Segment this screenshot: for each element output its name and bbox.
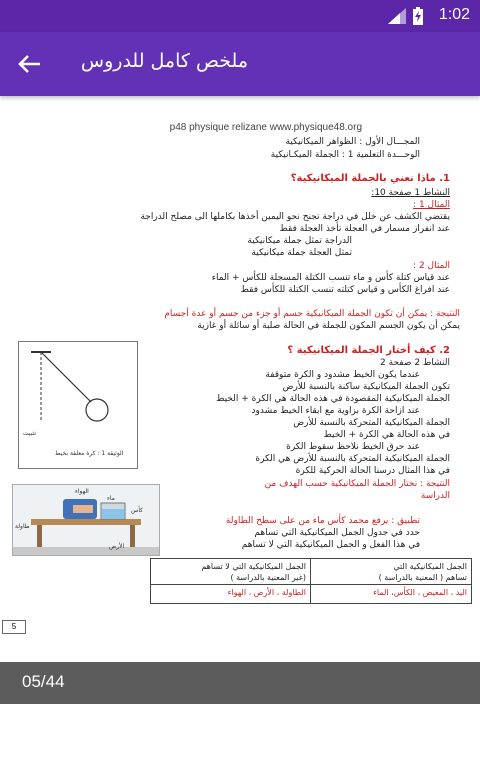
example-1-line-2: عند انفراز مسمار في العجلة تأخذ العجلة فقط (279, 224, 450, 234)
application-line-3: في هذا الفعل و الجمل الميكانيكية التي لا تساهم (241, 540, 420, 550)
label-cup: كأس (131, 507, 144, 514)
pendulum-figure (18, 341, 138, 469)
activity-2-line-6: في هذه الحالة هي الكرة + الخيط (323, 430, 450, 440)
result-1-line-2: يمكن أن يكون الجسم المكون للجملة في الحالة صلبة أو سائلة أو غازية (197, 321, 460, 331)
example-2-line-1: عند قياس كتلة كأس و ماء تنسب الكتلة المسجلة للكأس + الماء (211, 273, 450, 283)
application-line-1: تطبيق : يرفع محمد كأس ماء من على سطح الطاولة (225, 516, 420, 526)
page-number-box (2, 620, 26, 634)
example-1-line-1: يقتضي الكشف عن خلل في دراجة تجنح نحو اليمين أخذها بكاملها الى مصلح الدراجة (140, 212, 450, 222)
section-2-title: 2. كيف أختار الجملة الميكانيكية ؟ (287, 345, 450, 356)
example-1-label: المثال 1 : (413, 200, 450, 210)
header-not-contributing-line-2: (غير المعنية بالدراسة ) (230, 573, 306, 582)
result-2-line-2: الدراسة (420, 491, 450, 501)
result-1-line-1: النتيجة : يمكن أن تكون الجملة الميكانيكية جسم أو جزء من جسم أو عدة أجسام (164, 309, 460, 319)
value-not-contributing: الطاولة ، الأرض ، الهواء (227, 588, 306, 597)
activity-2-line-1: عندما يكون الخيط مشدود و الكرة متوقفة (265, 370, 420, 380)
example-1-line-3: الدراجة تمثل جملة ميكانيكية (247, 236, 352, 246)
app-bar (0, 32, 480, 96)
activity-1: النشاط 1 صفحة 10: (371, 188, 450, 198)
arrow-back-icon[interactable] (16, 50, 44, 78)
result-2-line-1: النتيجة : نختار الجملة الميكانيكية حسب الهدف من (264, 479, 450, 489)
value-contributing: اليد ، المغيض ، الكأس، الماء (373, 588, 467, 597)
example-2-label: المثال 2 : (413, 261, 450, 271)
field-line: المجـــال الأول : الظواهر الميكانيكية (285, 137, 420, 147)
label-table: طاولة (15, 523, 30, 530)
page-indicator: 05/44 (22, 672, 65, 691)
activity-2-line-9: في هذا المثال درسنا الحالة الحركية للكرة (295, 466, 450, 476)
page-number-mark: 5 (11, 622, 17, 631)
activity-2-line-5: الجملة الميكانيكية المتحركة بالنسبة للأرض (293, 418, 450, 428)
table-cup-figure (12, 484, 160, 556)
header-contributing-line-2: تساهم ( المعنية بالدراسة ) (378, 573, 467, 582)
activity-2-line-8: الجملة الميكانيكية المتحركة بالنسبة للأرض هي الكرة (255, 454, 450, 464)
pendulum-caption: الوثيقة 1 : كرة معلقة بخيط (55, 450, 124, 457)
activity-2-line-2: تكون الجملة الميكانيكية ساكنة بالنسبة للأرض (282, 382, 450, 392)
pendulum-label: تثبيت (23, 430, 36, 437)
label-water: ماء (107, 495, 115, 502)
section-1-title: 1. ماذا نعني بالجملة الميكانيكية؟ (290, 173, 450, 184)
page-title: ملخص كامل للدروس (80, 50, 248, 72)
activity-2: النشاط 2 صفحة 2 (380, 358, 450, 368)
example-2-line-2: عند افراغ الكأس و قياس كتلته تنسب الكتلة للكأس فقط (240, 285, 450, 295)
header-not-contributing-line-1: الجمل الميكانيكية التي لا تساهم (201, 562, 306, 571)
document-page[interactable] (0, 112, 480, 642)
table-cup-drawing (13, 485, 159, 555)
activity-2-line-7: عند حرق الخيط نلاحظ سقوط الكرة (286, 442, 420, 452)
label-floor: الأرض (109, 543, 125, 550)
header-contributing-line-1: الجمل الميكانيكية التي (393, 562, 467, 571)
table-col-contributing (311, 559, 471, 603)
battery-charging-icon (413, 7, 423, 25)
activity-2-line-4: عند ازاحة الكرة بزاوية مع ابقاء الخيط مشدود (251, 406, 420, 416)
status-bar (0, 0, 480, 32)
label-air: الهواء (75, 488, 89, 495)
header-url: p48 physique relizane www.physique48.org (169, 122, 362, 133)
example-1-line-4: تمثل العجلة جملة ميكانيكية (251, 248, 352, 258)
application-line-2: حدد في جدول الجمل الميكانيكية التي تساهم (254, 528, 420, 538)
table-col-not-contributing (151, 559, 311, 603)
status-time: 1:02 (438, 6, 470, 23)
unit-line: الوحـــدة التعلمية 1 : الجملة الميكـانيكية (270, 150, 420, 160)
answer-table (150, 558, 472, 604)
signal-icon (388, 8, 406, 24)
activity-2-line-3: الجملة الميكانيكية المقصودة في هذه الحالة هي الكرة + الخيط (216, 394, 450, 404)
page-indicator-bar (0, 662, 480, 704)
